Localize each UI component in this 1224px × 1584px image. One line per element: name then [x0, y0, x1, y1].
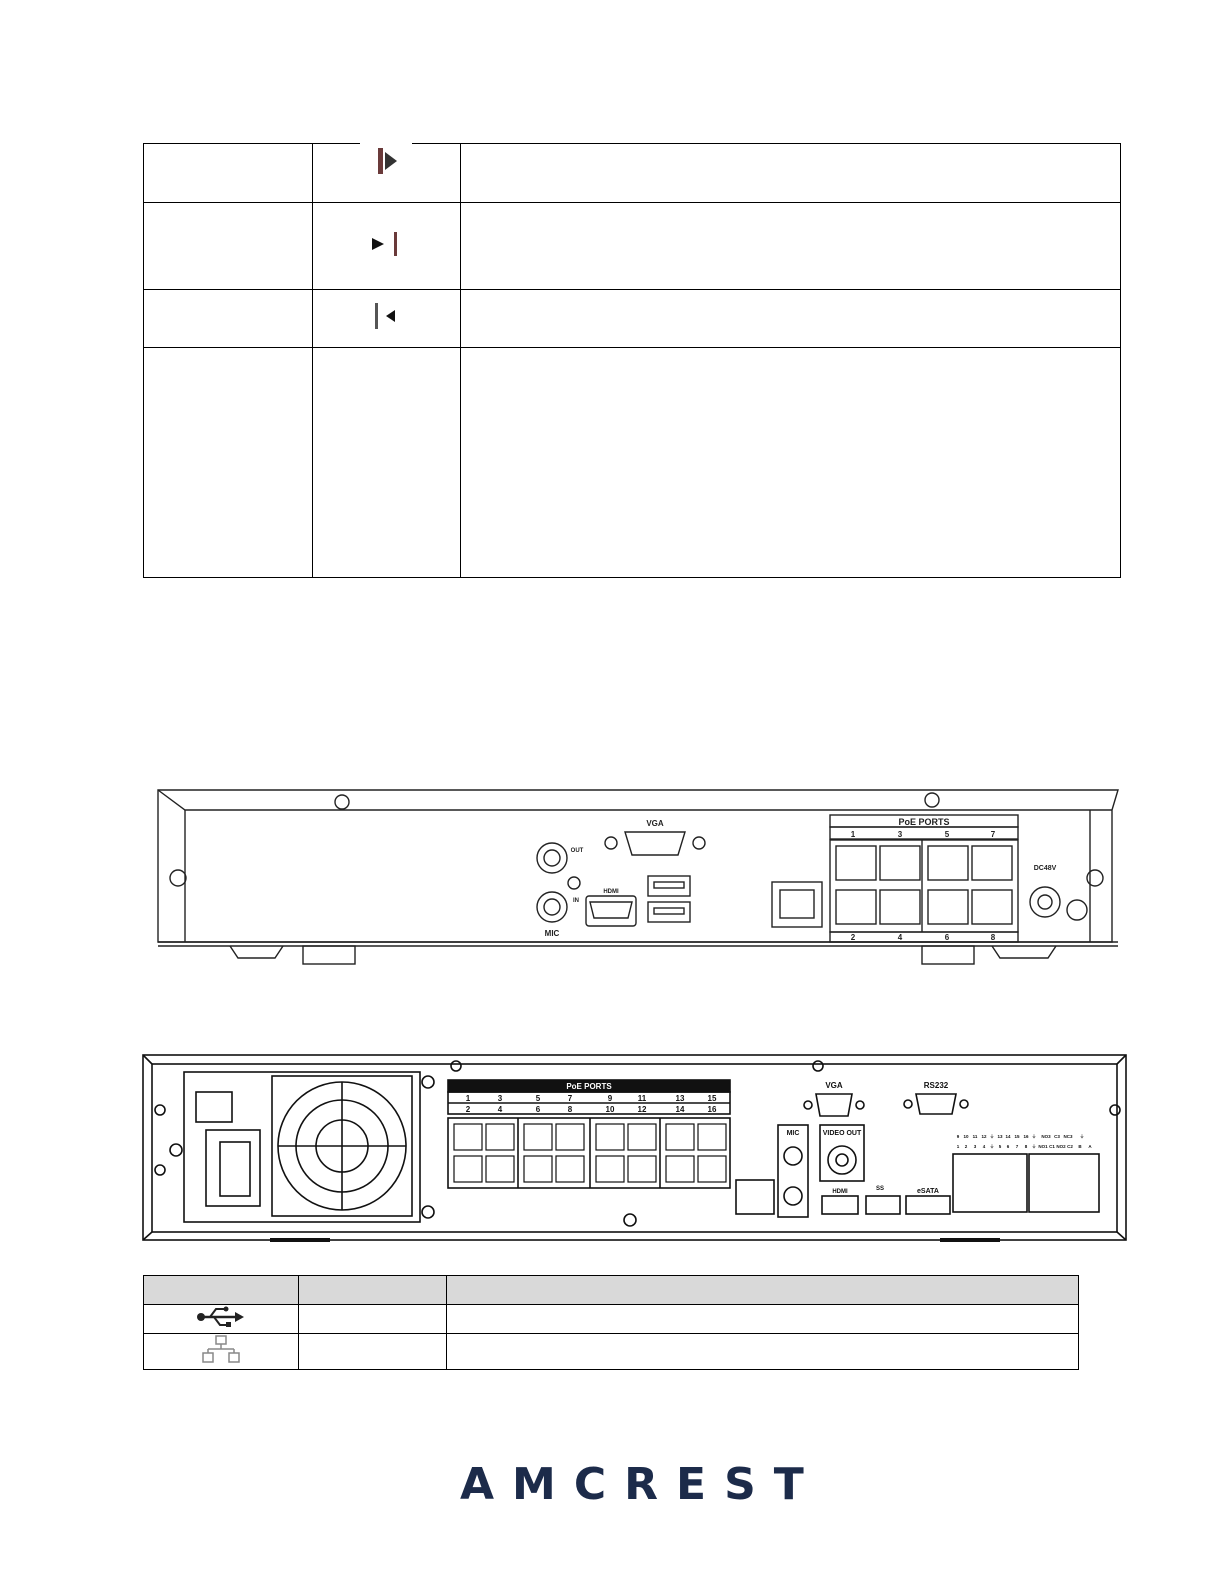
- hdmi-label: HDMI: [603, 889, 619, 895]
- button-icon-cell: [313, 203, 461, 290]
- vga-label: VGA: [825, 1081, 843, 1090]
- audio-in-label: IN: [573, 898, 579, 904]
- alarm-terminal-label: 13: [997, 1134, 1003, 1139]
- button-name-cell: [144, 203, 313, 290]
- poe-port-number: 3: [897, 830, 903, 839]
- next-segment-icon: [367, 229, 407, 259]
- alarm-terminal-label: 11: [972, 1134, 978, 1139]
- button-name-cell: [144, 290, 313, 348]
- vga-label: VGA: [646, 819, 664, 828]
- alarm-terminal-label: ⏚: [1031, 1144, 1037, 1149]
- poe-port-number: 14: [675, 1105, 685, 1114]
- port-icon-cell: [144, 1305, 299, 1334]
- alarm-terminal-label: 4: [982, 1144, 986, 1149]
- alarm-terminal-label: 7: [1015, 1144, 1019, 1149]
- network-icon: [199, 1334, 243, 1364]
- table-header-row: [144, 1276, 1079, 1305]
- alarm-terminal-label: C2: [1067, 1144, 1073, 1149]
- table-row: [144, 290, 1121, 348]
- usb-icon: [196, 1306, 246, 1328]
- amcrest-logo: [444, 1456, 822, 1512]
- poe-port-number: 7: [990, 830, 996, 839]
- column-header: [299, 1276, 447, 1305]
- alarm-terminal-label: 1: [956, 1144, 960, 1149]
- header-gap: [360, 135, 412, 147]
- poe-port-number: 6: [535, 1105, 541, 1114]
- esata-label: eSATA: [917, 1188, 939, 1195]
- button-icon-cell: [313, 290, 461, 348]
- table-row: [144, 203, 1121, 290]
- poe-port-number: 1: [465, 1094, 471, 1103]
- alarm-terminal-label: C1: [1049, 1144, 1055, 1149]
- button-name-cell: [144, 144, 313, 203]
- poe-ports-label: PoE PORTS: [566, 1082, 612, 1091]
- alarm-terminal-label: 12: [981, 1134, 987, 1139]
- button-icon-cell: [313, 144, 461, 203]
- nvr-8ch-rear-panel: [150, 780, 1125, 965]
- button-function-table: [143, 143, 1121, 578]
- port-icon-cell: [144, 1334, 299, 1370]
- poe-port-number: 2: [465, 1105, 471, 1114]
- brand-wordmark: AMCREST: [460, 1458, 822, 1510]
- alarm-terminal-label: 14: [1005, 1134, 1011, 1139]
- button-description-cell: [461, 144, 1121, 203]
- alarm-terminal-label: 3: [973, 1144, 977, 1149]
- alarm-terminal-label: 2: [964, 1144, 968, 1149]
- alarm-terminal-label: 6: [1006, 1144, 1010, 1149]
- button-description-cell: [461, 348, 1121, 578]
- previous-segment-icon: [369, 301, 405, 331]
- port-name-cell: [299, 1305, 447, 1334]
- poe-port-number: 9: [607, 1094, 613, 1103]
- hdmi-label: HDMI: [832, 1189, 848, 1195]
- table-row: [144, 1305, 1079, 1334]
- poe-port-number: 2: [850, 933, 856, 942]
- poe-port-number: 12: [637, 1105, 647, 1114]
- poe-port-number: 1: [850, 830, 856, 839]
- poe-port-number: 8: [567, 1105, 573, 1114]
- mic-label: MIC: [786, 1130, 800, 1137]
- alarm-terminal-label: 10: [963, 1134, 969, 1139]
- alarm-terminal-label: NO2: [1056, 1144, 1066, 1149]
- poe-port-number: 15: [707, 1094, 717, 1103]
- button-description-cell: [461, 203, 1121, 290]
- poe-port-number: 8: [990, 933, 996, 942]
- poe-port-number: 13: [675, 1094, 685, 1103]
- nvr-16ch-rear-panel: [140, 1050, 1130, 1248]
- button-description-cell: [461, 290, 1121, 348]
- alarm-terminal-label: ⏚: [1079, 1134, 1085, 1139]
- button-icon-cell: [313, 348, 461, 578]
- port-description-cell: [447, 1334, 1079, 1370]
- poe-port-number: 3: [497, 1094, 503, 1103]
- poe-port-number: 6: [944, 933, 950, 942]
- button-name-cell: [144, 348, 313, 578]
- alarm-terminal-label: 8: [1024, 1144, 1028, 1149]
- poe-port-number: 16: [707, 1105, 717, 1114]
- usb3-label: SS: [875, 1186, 885, 1192]
- alarm-terminal-label: B: [1078, 1144, 1082, 1149]
- alarm-terminal-label: 9: [956, 1134, 960, 1139]
- poe-port-number: 5: [944, 830, 950, 839]
- power-label: DC48V: [1033, 865, 1057, 872]
- alarm-terminal-label: ⏚: [989, 1144, 995, 1149]
- video-out-label: VIDEO OUT: [822, 1130, 862, 1137]
- audio-out-label: OUT: [570, 848, 584, 854]
- rs232-label: RS232: [923, 1081, 949, 1090]
- alarm-terminal-label: 5: [998, 1144, 1002, 1149]
- port-description-cell: [447, 1305, 1079, 1334]
- poe-port-number: 4: [497, 1105, 503, 1114]
- column-header: [447, 1276, 1079, 1305]
- alarm-terminal-label: ⏚: [1031, 1134, 1037, 1139]
- poe-port-number: 4: [897, 933, 903, 942]
- alarm-terminal-label: 16: [1023, 1134, 1029, 1139]
- alarm-terminal-label: NC3: [1063, 1134, 1073, 1139]
- column-header: [144, 1276, 299, 1305]
- poe-port-number: 5: [535, 1094, 541, 1103]
- port-name-cell: [299, 1334, 447, 1370]
- poe-port-number: 11: [637, 1094, 647, 1103]
- poe-port-number: 10: [605, 1105, 615, 1114]
- alarm-terminal-label: A: [1088, 1144, 1092, 1149]
- alarm-terminal-label: ⏚: [989, 1134, 995, 1139]
- table-row: [144, 348, 1121, 578]
- table-row: [144, 144, 1121, 203]
- mic-label: MIC: [544, 929, 560, 938]
- alarm-terminal-label: 15: [1014, 1134, 1020, 1139]
- poe-port-number: 7: [567, 1094, 573, 1103]
- poe-ports-label: PoE PORTS: [898, 817, 950, 827]
- table-row: [144, 1334, 1079, 1370]
- rear-port-table: [143, 1275, 1079, 1370]
- alarm-terminal-label: C3: [1054, 1134, 1060, 1139]
- alarm-terminal-label: NO3: [1041, 1134, 1051, 1139]
- alarm-terminal-label: NO1: [1038, 1144, 1048, 1149]
